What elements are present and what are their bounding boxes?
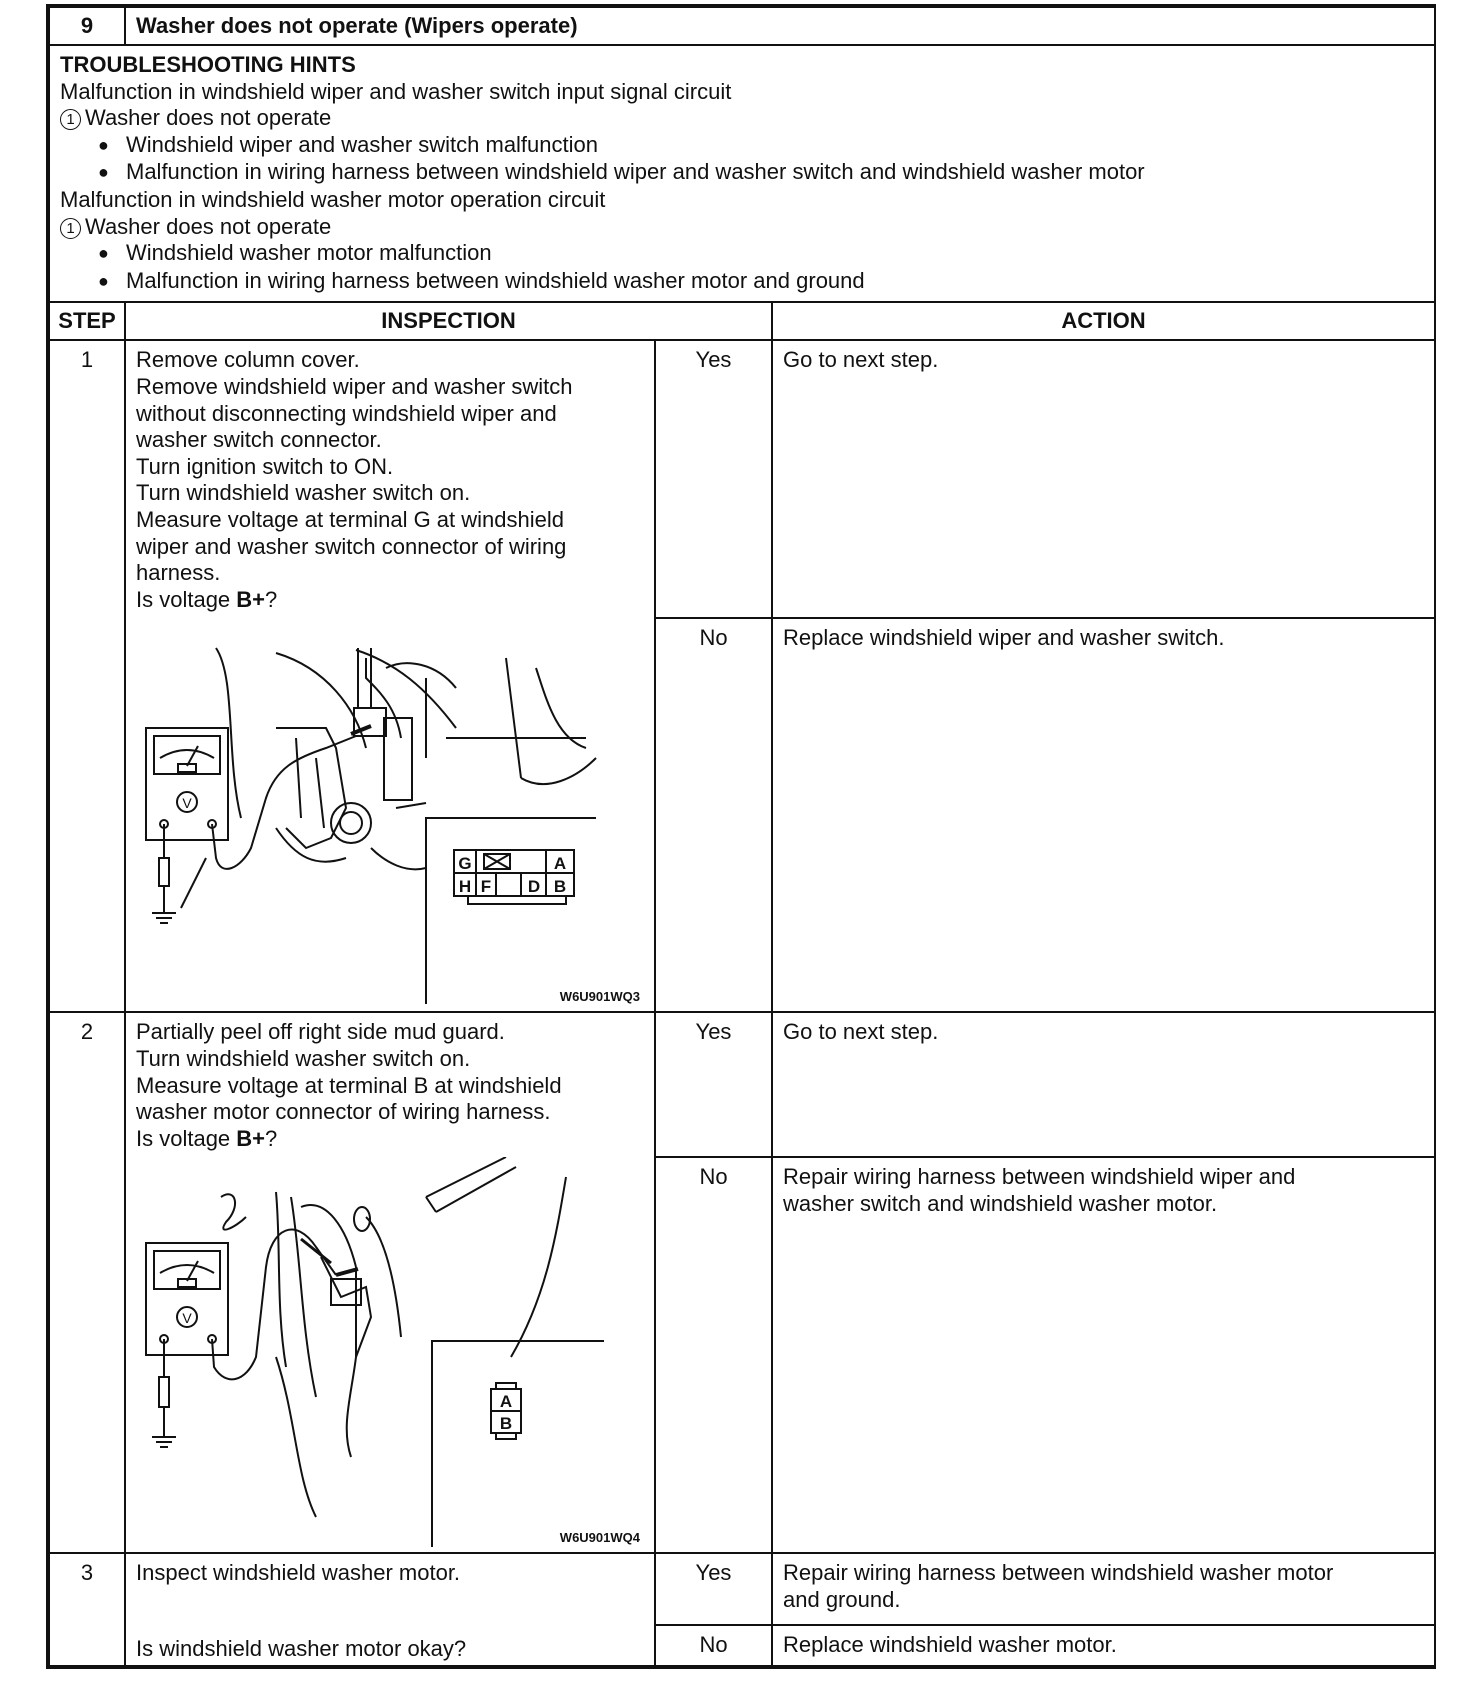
inspection-line: without disconnecting windshield wiper and xyxy=(136,400,557,426)
step-1-figure-cell xyxy=(125,618,655,1012)
inspection-line: Remove windshield wiper and washer switch xyxy=(136,373,573,399)
circuit-2-title: Malfunction in windshield washer motor operation circuit xyxy=(60,186,606,212)
circuit-1-symptom xyxy=(60,105,1424,132)
column-header-row xyxy=(49,302,1435,340)
inspection-line: Turn ignition switch to ON. xyxy=(136,453,394,479)
voltmeter-symbol: V xyxy=(182,795,192,812)
circuit-1-bullet: ● Malfunction in wiring harness between windshield wiper and washer switch and windshield washer motor xyxy=(60,159,1424,187)
symptom-title: Washer does not operate (Wipers operate) xyxy=(125,7,1435,45)
wiper-switch-voltage-illustration xyxy=(126,618,652,1008)
step-number: 1 xyxy=(49,340,125,1012)
circuit-2-bullet: ● Windshield washer motor malfunction xyxy=(60,240,1424,268)
no-label: No xyxy=(655,1157,772,1553)
question-suffix: ? xyxy=(265,586,278,612)
circuit-1-title: Malfunction in windshield wiper and washer switch input signal circuit xyxy=(60,78,732,104)
inspection-question xyxy=(136,587,644,614)
connector-terminal-label: A xyxy=(553,854,567,874)
circuit-1-bullet: ● Windshield wiper and washer switch malfunction xyxy=(60,132,1424,160)
inspection-line: washer motor connector of wiring harness. xyxy=(136,1099,551,1125)
connector-terminal-label: A xyxy=(499,1392,513,1412)
no-action xyxy=(772,1157,1435,1553)
step-column-header: STEP xyxy=(49,302,125,340)
circuit-1-symptom-text: Washer does not operate xyxy=(85,105,332,131)
step-3-question: Is windshield washer motor okay? xyxy=(125,1625,655,1666)
figure-code: W6U901WQ3 xyxy=(559,989,640,1005)
yes-action-line: Repair wiring harness between windshield washer motor xyxy=(783,1560,1334,1586)
inspection-line: harness. xyxy=(136,560,221,586)
inspection-column-header: INSPECTION xyxy=(125,302,772,340)
step-2-no-row xyxy=(49,1157,1435,1553)
circled-number-icon: 1 xyxy=(60,109,81,130)
yes-label: Yes xyxy=(655,340,772,618)
yes-label: Yes xyxy=(655,1553,772,1625)
connector-terminal-label: D xyxy=(527,877,541,897)
step-number: 3 xyxy=(49,1553,125,1666)
voltmeter-symbol: V xyxy=(182,1310,192,1327)
inspection-line: wiper and washer switch connector of wiring xyxy=(136,533,567,559)
connector-terminal-label: H xyxy=(458,877,472,897)
step-3-no-row xyxy=(49,1625,1435,1666)
connector-terminal-label: F xyxy=(480,877,492,897)
connector-terminal-label: G xyxy=(458,854,472,874)
circuit-2-symptom xyxy=(60,214,1424,241)
yes-label: Yes xyxy=(655,1012,772,1157)
figure-code: W6U901WQ4 xyxy=(559,1530,640,1546)
step-2-figure-cell xyxy=(125,1157,655,1553)
inspection-line: washer switch connector. xyxy=(136,427,382,453)
no-action-line: washer switch and windshield washer motor. xyxy=(783,1190,1218,1216)
question-suffix: ? xyxy=(265,1125,278,1151)
inspection-line: Turn windshield washer switch on. xyxy=(136,480,471,506)
hints-heading: TROUBLESHOOTING HINTS xyxy=(60,52,356,77)
step-2-figure xyxy=(126,1157,654,1549)
troubleshooting-sheet xyxy=(46,4,1436,1669)
hints-row xyxy=(49,45,1435,302)
no-action-line: Repair wiring harness between windshield wiper and xyxy=(783,1164,1296,1190)
yes-action xyxy=(772,1553,1435,1625)
connector-terminal-label: B xyxy=(553,877,567,897)
step-2-inspection-text xyxy=(125,1012,655,1157)
step-3-inspection-text: Inspect windshield washer motor. xyxy=(125,1553,655,1625)
step-3-yes-row xyxy=(49,1553,1435,1625)
symptom-number: 9 xyxy=(49,7,125,45)
inspection-line: Measure voltage at terminal G at windshield xyxy=(136,506,564,532)
no-label: No xyxy=(655,1625,772,1666)
troubleshooting-hints xyxy=(49,45,1435,302)
circuit-2-symptom-text: Washer does not operate xyxy=(85,213,332,239)
question-bold-value: B+ xyxy=(236,1125,266,1151)
circuit-2-bullet: ● Malfunction in wiring harness between windshield washer motor and ground xyxy=(60,268,1424,296)
question-text: Is voltage xyxy=(136,586,237,612)
step-2-yes-row xyxy=(49,1012,1435,1157)
circled-number-icon: 1 xyxy=(60,218,81,239)
inspection-line: Turn windshield washer switch on. xyxy=(136,1045,471,1071)
connector-terminal-label: B xyxy=(499,1414,513,1434)
inspection-line: Measure voltage at terminal B at windshield xyxy=(136,1072,562,1098)
step-1-yes-row xyxy=(49,340,1435,618)
yes-action: Go to next step. xyxy=(772,340,1435,618)
step-1-no-row xyxy=(49,618,1435,1012)
troubleshooting-table xyxy=(48,6,1436,1667)
title-row xyxy=(49,7,1435,45)
yes-action-line: and ground. xyxy=(783,1586,901,1612)
step-1-figure xyxy=(126,618,654,1008)
no-label: No xyxy=(655,618,772,1012)
no-action: Replace windshield wiper and washer switch. xyxy=(772,618,1435,1012)
no-action: Replace windshield washer motor. xyxy=(772,1625,1435,1666)
washer-motor-voltage-illustration xyxy=(126,1157,652,1549)
question-text: Is voltage xyxy=(136,1125,237,1151)
action-column-header: ACTION xyxy=(772,302,1435,340)
inspection-line: Partially peel off right side mud guard. xyxy=(136,1019,505,1045)
inspection-line: Remove column cover. xyxy=(136,347,360,373)
yes-action: Go to next step. xyxy=(772,1012,1435,1157)
step-number: 2 xyxy=(49,1012,125,1553)
inspection-question xyxy=(136,1126,644,1153)
question-bold-value: B+ xyxy=(236,586,266,612)
step-1-inspection-text xyxy=(125,340,655,618)
